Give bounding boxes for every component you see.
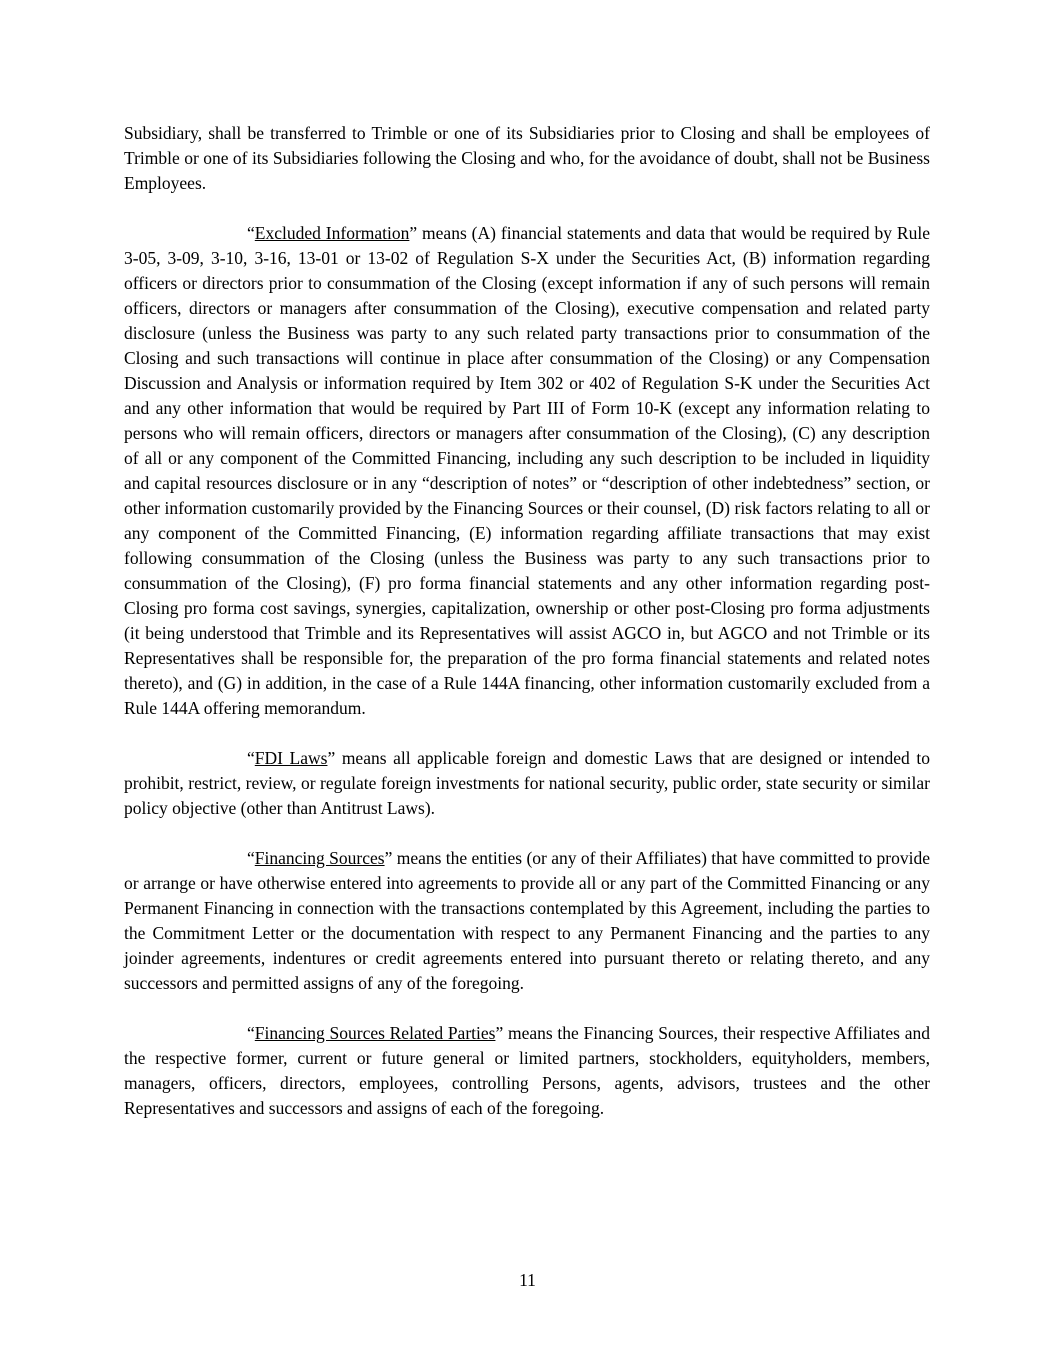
paragraph-continuation: Subsidiary, shall be transferred to Trimble or one of its Subsidiaries prior to Closing and shall be employees of Trimble or one of its Subsidiaries following the Closing and who, for the avoidance of doubt, shall not be Business Employees. [124,123,930,193]
defined-term-financing-sources-related-parties: Financing Sources Related Parties [254,1023,496,1043]
definition-text: ” means the Financing Sources, their respective Affiliates and the respective former, current or future general or limited partners, stockholders, equityholders, members, managers, officers, directors, employees, controlling Persons, agents, advisors, trustees and the other Representatives and successors and assigns of each of the foregoing. [124,1023,930,1118]
page-number: 11 [519,1270,536,1290]
defined-term-financing-sources: Financing Sources [254,848,385,868]
paragraph-excluded-information [124,221,930,721]
paragraph-financing-sources [124,846,930,996]
open-quote: “ [247,848,255,868]
definition-text: ” means the entities (or any of their Affiliates) that have committed to provide or arrange or have otherwise entered into agreements to provide all or any part of the Committed Financing or any Permanent Financing in connection with the transactions contemplated by this Agreement, including the parties to the Commitment Letter or the documentation with respect to any Permanent Financing and the parties to any joinder agreements, indentures or credit agreements entered into pursuant thereto or relating thereto, and any successors and permitted assigns of any of the foregoing. [124,848,930,993]
open-quote: “ [247,223,255,243]
open-quote: “ [247,1023,255,1043]
paragraph-fdi-laws [124,746,930,821]
paragraph-financing-sources-related-parties [124,1021,930,1121]
open-quote: “ [247,748,255,768]
defined-term-fdi-laws: FDI Laws [254,748,328,768]
defined-term-excluded-information: Excluded Information [254,223,410,243]
definition-text: ” means all applicable foreign and domestic Laws that are designed or intended to prohibit, restrict, review, or regulate foreign investments for national security, public order, state security or similar policy objective (other than Antitrust Laws). [124,748,930,818]
definition-text: ” means (A) financial statements and data that would be required by Rule 3-05, 3-09, 3-10, 3-16, 13-01 or 13-02 of Regulation S-X under the Securities Act, (B) information regarding officers or directors prior to consummation of the Closing (except information if any of such persons will remain officers, directors or managers after consummation of the Closing), executive compensation and related party disclosure (unless the Business was party to any such related party transactions prior to consummation of the Closing and such transactions will continue in place after consummation of the Closing) or any Compensation Discussion and Analysis or information required by Item 302 or 402 of Regulation S-K under the Securities Act and any other information that would be required by Part III of Form 10-K (except any information relating to persons who will remain officers, directors or managers after consummation of the Closing), (C) any description of all or any component of the Committed Financing, including any such description to be included in liquidity and capital resources disclosure or in any “description of notes” or “description of other indebtedness” section, or other information customarily provided by the Financing Sources or their counsel, (D) risk factors relating to all or any component of the Committed Financing, (E) information regarding affiliate transactions that may exist following consummation of the Closing (unless the Business was party to any such transactions prior to consummation of the Closing), (F) pro forma financial statements and any other information regarding post-Closing pro forma cost savings, synergies, capitalization, ownership or other post-Closing pro forma adjustments (it being understood that Trimble and its Representatives will assist AGCO in, but AGCO and not Trimble or its Representatives shall be responsible for, the preparation of the pro forma financial statements and related notes thereto), and (G) in addition, in the case of a Rule 144A financing, other information customarily excluded from a Rule 144A offering memorandum. [124,223,930,718]
